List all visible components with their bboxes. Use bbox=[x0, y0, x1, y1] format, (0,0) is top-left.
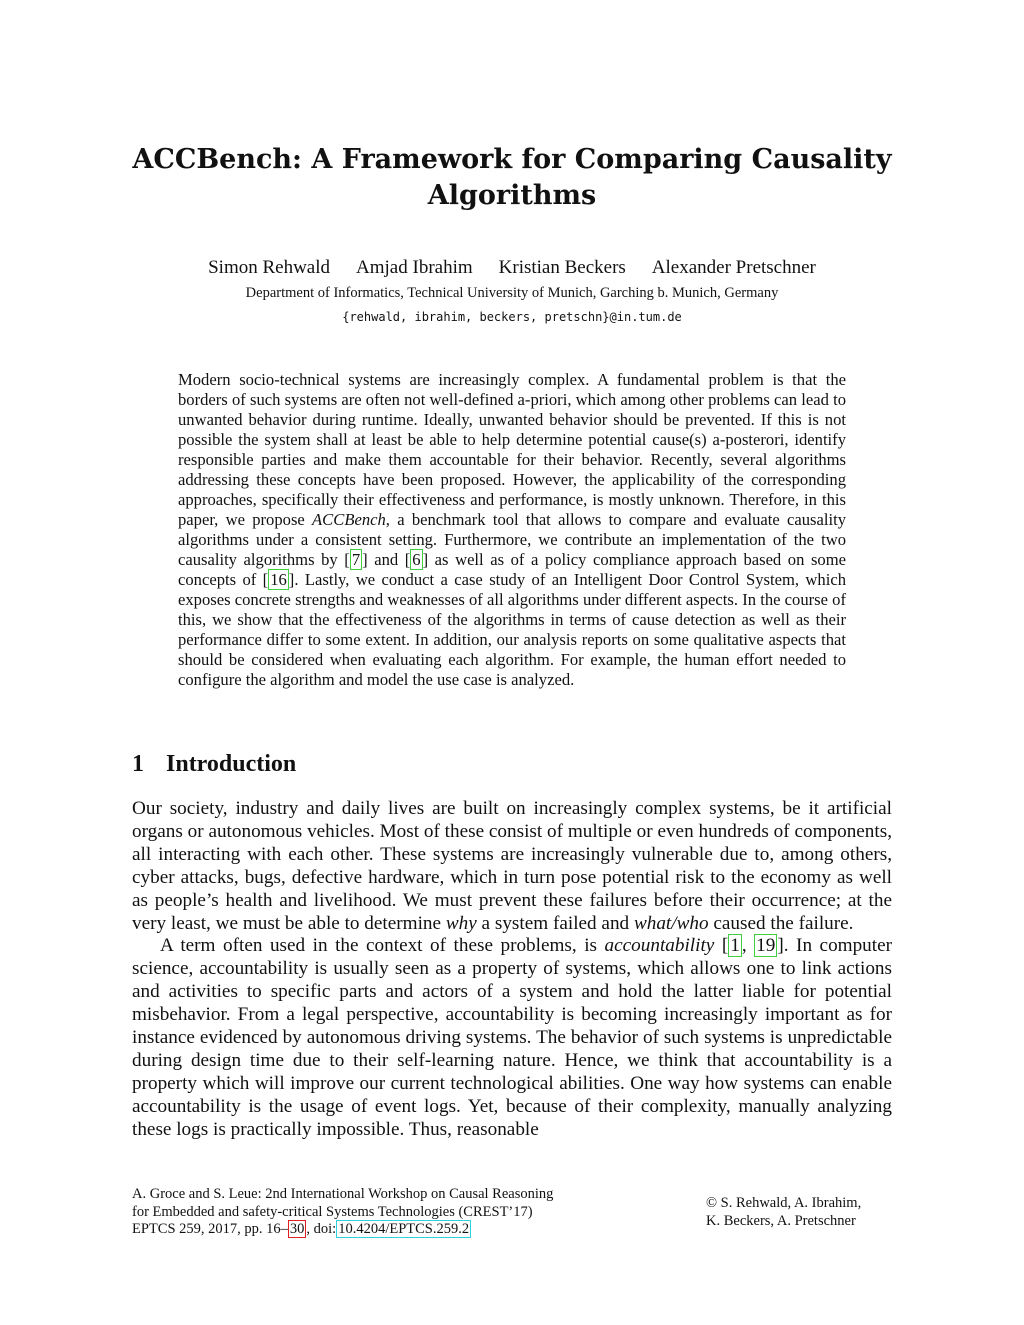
footer-text: , doi: bbox=[306, 1221, 337, 1237]
footer-line bbox=[132, 1221, 652, 1239]
citation-link[interactable]: 16 bbox=[270, 570, 287, 589]
abstract-text: as well as of a policy compliance approach based on some concepts of bbox=[178, 550, 846, 589]
author-name: Amjad Ibrahim bbox=[356, 257, 473, 278]
introduction-body bbox=[132, 798, 892, 1142]
abstract-text: . Lastly, we conduct a case study of an Intelligent Door Control System, which exposes concrete strengths and weaknesses of all algorithms under different aspects. In the course of this, we show that the effectiveness of the algorithms in terms of cause detection as well as their performance differ to some extent. In addition, our analysis reports on some qualitative aspects that should be considered when evaluating each algorithm. For example, the human effort needed to configure the algorithm and model the use case is analyzed. bbox=[178, 570, 846, 689]
paragraph-text: caused the failure. bbox=[708, 912, 854, 934]
title-line-2: Algorithms bbox=[427, 180, 597, 211]
author-emails: {rehwald, ibrahim, beckers, pretschn}@in.tum.de bbox=[342, 310, 682, 324]
paragraph-text: [ bbox=[714, 935, 729, 957]
citation-link[interactable]: 6 bbox=[412, 550, 421, 569]
footer-line: A. Groce and S. Leue: 2nd International Workshop on Causal Reasoning bbox=[132, 1186, 554, 1202]
abstract: Modern socio-technical systems are increasingly complex. A fundamental problem is that the borders of such systems are often not well-defined a-priori, which among other problems can lead to unwanted behavior during runtime. Ideally, unwanted behavior should be prevented. If this is not possible the system shall at least be able to help determine potential cause(s) a-posterori, identify responsible parties and make them accountable for their behavior. Recently, several algorithms addressing these concepts have been proposed. However, the applicability of the corresponding approaches, specifically their effectiveness and performance, is mostly unknown. Therefore, in this paper, we propose ACCBench, a benchmark tool that allows to compare and evaluate causality algorithms under a consistent setting. Furthermore, we contribute an implementation of the two causality algorithms by [ 7 ] and [ 6 ] as well as of a policy compliance approach based on some concepts of [ 16 ]. Lastly, we conduct a case study of an Intelligent Door Control System, which exposes concrete strengths and weaknesses of all algorithms under different aspects. In the course of this, we show that the effectiveness of the algorithms in terms of cause detection as well as their performance differ to some extent. In addition, our analysis reports on some qualitative aspects that should be considered when evaluating each algorithm. For example, the human effort needed to configure the algorithm and model the use case is analyzed. bbox=[178, 370, 846, 689]
emphasis: what/who bbox=[633, 912, 709, 934]
footer-text: EPTCS 259, 2017, pp. 16– bbox=[132, 1221, 288, 1237]
paragraph-text: a system failed and bbox=[476, 912, 634, 934]
author-name: Simon Rehwald bbox=[208, 257, 331, 278]
citation-link[interactable]: 1 bbox=[730, 935, 740, 957]
emphasis: accountability bbox=[604, 935, 715, 957]
doi-link[interactable]: 10.4204/EPTCS.259.2 bbox=[338, 1221, 470, 1237]
tool-name: ACCBench bbox=[312, 510, 386, 529]
paragraph-text: Our society, industry and daily lives are built on increasingly complex systems, be it artificial organs or autonomous vehicles. Most of these consist of multiple or even hundreds of components, all interacting with each other. These systems are increasingly vulnerable due to, among others, cyber attacks, bugs, defective hardware, which in turn pose potential risk to the economy as well as people’s health and livelihood. We must prevent these failures before their occurrence; at the very least, we must be able to determine bbox=[132, 798, 892, 934]
abstract-text: Modern socio-technical systems are increasingly complex. A fundamental problem is that the borders of such systems are often not well-defined a-priori, which among other problems can lead to unwanted behavior during runtime. Ideally, unwanted behavior should be prevented. If this is not possible the system shall at least be able to help determine potential cause(s) a-posterori, identify responsible parties and make them accountable for their behavior. Recently, several algorithms addressing these concepts have been proposed. However, the applicability of the corresponding approaches, specifically their effectiveness and performance, is mostly unknown. Therefore, in this paper, we propose bbox=[178, 370, 846, 529]
emphasis: why bbox=[445, 912, 477, 934]
abstract-text: and bbox=[367, 550, 405, 569]
page-link[interactable]: 30 bbox=[289, 1221, 305, 1237]
paragraph-text: A term often used in the context of these problems, is bbox=[160, 935, 605, 957]
section-number: 1 bbox=[132, 751, 144, 777]
paragraph bbox=[132, 935, 892, 1141]
abstract-text: , a benchmark tool that allows to compare and evaluate causality algorithms under a consistent setting. Furthermore, we contribute an implementation of the two causality algorithms by bbox=[178, 510, 846, 569]
copyright-line: K. Beckers, A. Pretschner bbox=[706, 1212, 856, 1229]
paragraph-text: ]. In computer science, accountability is usually seen as a property of systems, which allows one to link actions and activities to specific parts and actors of a system and hold the latter liable for potential misbehavior. From a legal perspective, accountability is becoming increasingly important as for instance evidenced by autonomous driving systems. The behavior of such systems is unpredictable during design time due to their self-learning nature. Hence, we think that accountability is a property which will improve our current technological abilities. One way how systems can enable accountability is the usage of event logs. Yet, because of their complexity, manually analyzing these logs is practically impossible. Thus, reasonable bbox=[132, 935, 893, 1140]
section-heading bbox=[132, 749, 296, 779]
author-list bbox=[132, 256, 892, 280]
citation-link[interactable]: 19 bbox=[756, 935, 776, 957]
paragraph bbox=[132, 798, 892, 935]
author-name: Kristian Beckers bbox=[498, 257, 626, 278]
footer-line: for Embedded and safety-critical Systems Technologies (CREST’17) bbox=[132, 1203, 533, 1220]
affiliation: Department of Informatics, Technical University of Munich, Garching b. Munich, Germany bbox=[245, 285, 779, 301]
copyright-notice bbox=[706, 1195, 906, 1230]
citation-link[interactable]: 7 bbox=[351, 550, 361, 569]
author-name: Alexander Pretschner bbox=[651, 257, 816, 278]
copyright-line: © S. Rehwald, A. Ibrahim, bbox=[706, 1195, 862, 1211]
paper-title bbox=[132, 142, 892, 214]
section-title: Introduction bbox=[166, 751, 297, 777]
paragraph-text: , bbox=[741, 935, 755, 957]
footer-citation bbox=[132, 1186, 652, 1239]
title-line-1: ACCBench: A Framework for Comparing Causality bbox=[132, 144, 892, 175]
